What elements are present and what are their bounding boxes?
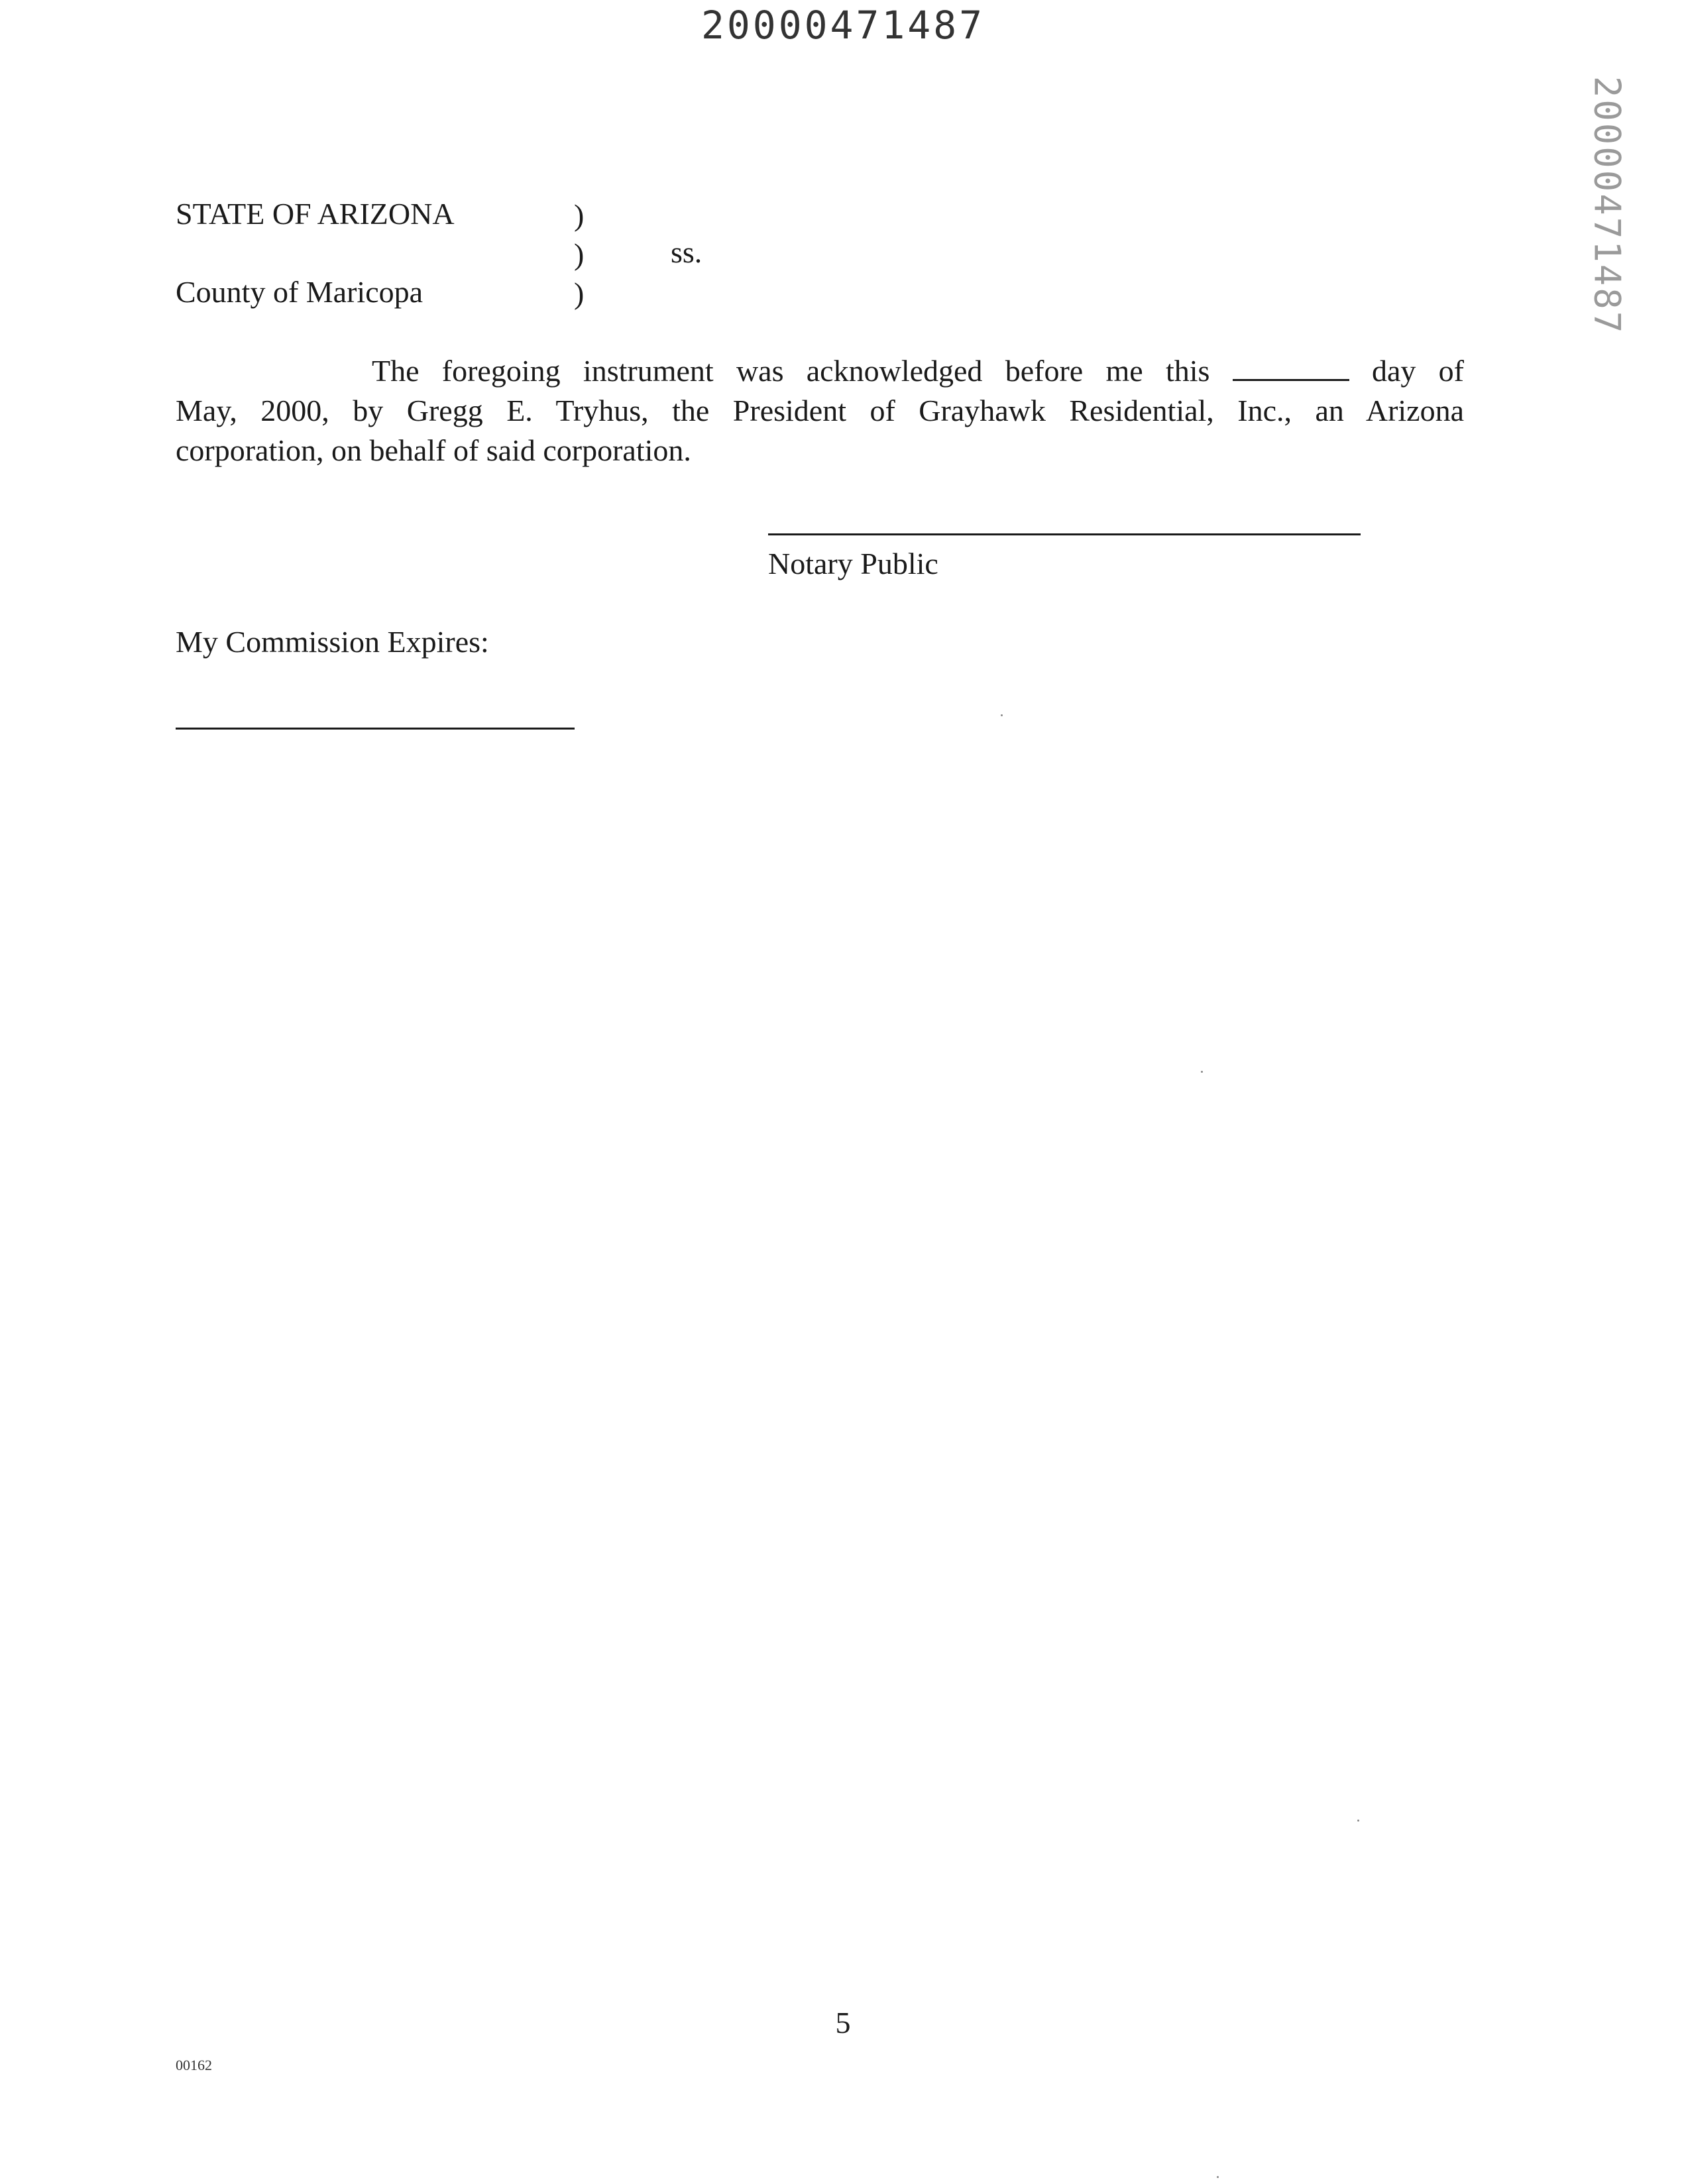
acknowledgment-line-1-start: The foregoing instrument was acknowledged before me this [372, 354, 1210, 388]
acknowledgment-line-3: corporation, on behalf of said corporation. [176, 433, 691, 467]
scan-speck [1217, 2176, 1219, 2178]
venue-county: County of Maricopa [176, 275, 423, 309]
venue-paren-3: ) [574, 276, 585, 310]
notary-public-label: Notary Public [768, 547, 938, 580]
scan-speck [1001, 714, 1003, 716]
commission-expires-line [176, 728, 575, 730]
venue-paren-2: ) [574, 237, 585, 271]
scan-speck [1201, 1071, 1203, 1073]
notary-signature-line [768, 533, 1361, 535]
acknowledgment-line-2: May, 2000, by Gregg E. Tryhus, the President of Grayhawk Residential, Inc., an Arizona [176, 394, 1464, 427]
scan-speck [1357, 1820, 1359, 1822]
form-code: 00162 [176, 2057, 212, 2073]
side-stamp [1584, 76, 1630, 335]
side-stamp-text: 20000471487 [1586, 76, 1628, 335]
day-blank-line [1233, 353, 1349, 381]
venue-paren-1: ) [574, 198, 585, 232]
venue-ss: ss. [671, 235, 702, 269]
commission-expires-label: My Commission Expires: [176, 625, 489, 659]
page-number: 5 [835, 2006, 851, 2040]
venue-state: STATE OF ARIZONA [176, 197, 455, 231]
acknowledgment-line-1 [176, 351, 1464, 391]
acknowledgment-line-1-end: day of [1371, 354, 1464, 388]
acknowledgment-paragraph [176, 351, 1464, 470]
recording-number: 20000471487 [701, 3, 985, 48]
